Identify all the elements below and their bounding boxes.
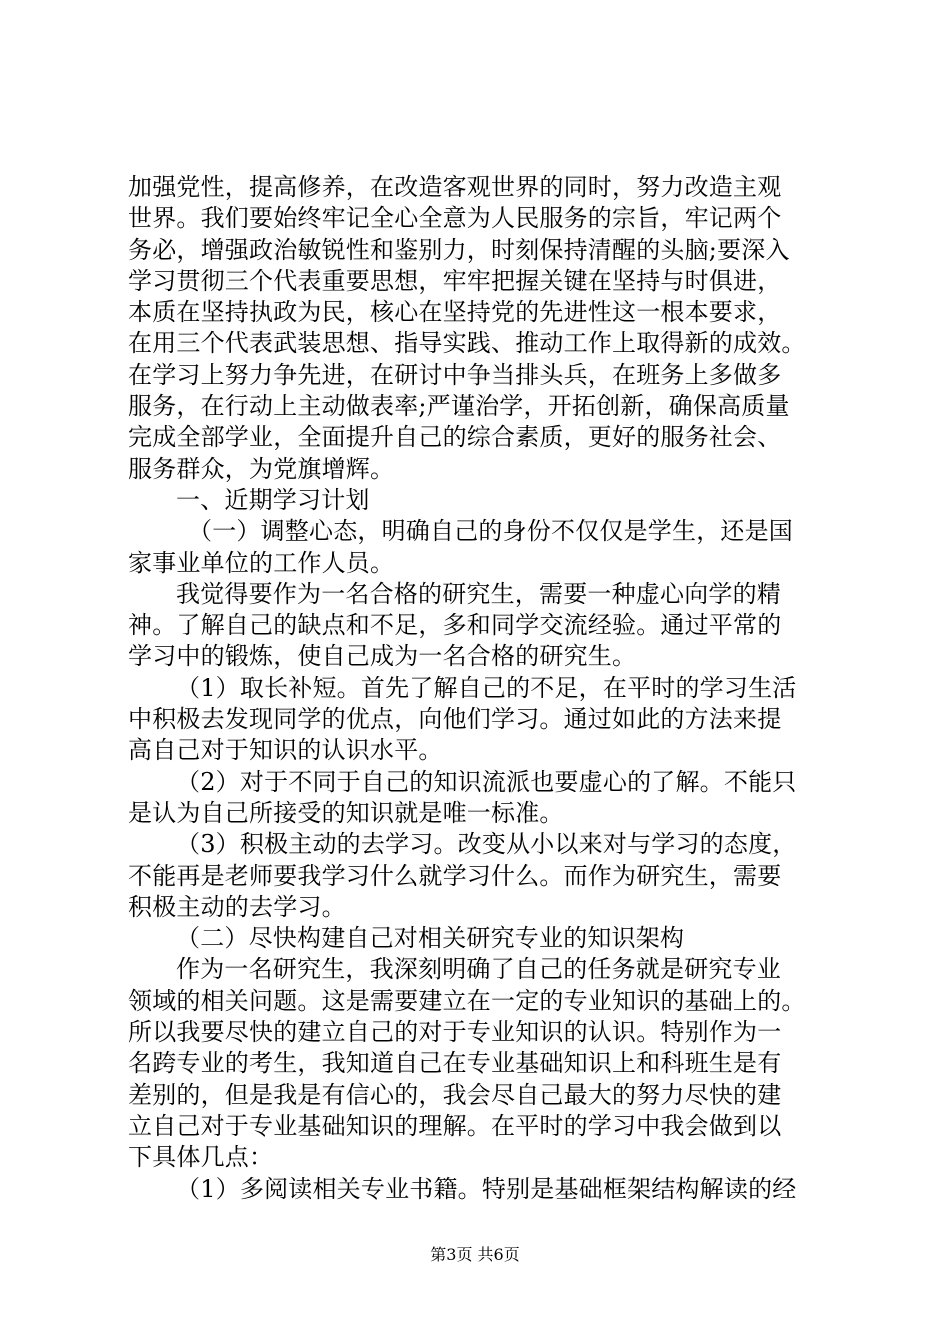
text-line-24: 积极主动的去学习。: [128, 892, 346, 921]
document-body: [128, 172, 840, 1205]
subsection-heading: （二）尽快构建自己对相关研究专业的知识架构: [176, 924, 685, 953]
text-line-21: 是认为自己所接受的知识就是唯一标准。: [128, 798, 564, 827]
subsection-heading: （一）调整心态，明确自己的身份不仅仅是学生，还是国: [188, 517, 793, 546]
section-heading: 一、近期学习计划: [176, 485, 370, 514]
list-item-start: （1）取长补短。首先了解自己的不足，在平时的学习生活: [176, 673, 797, 702]
text-line-27: 领域的相关问题。这是需要建立在一定的专业知识的基础上的。: [128, 986, 806, 1015]
text-line-15: 神。了解自己的缺点和不足，多和同学交流经验。通过平常的: [128, 611, 782, 640]
text-line-29: 名跨专业的考生，我知道自己在专业基础知识上和科班生是有: [128, 1049, 782, 1078]
text-line-7: 在学习上努力争先进，在研讨中争当排头兵，在班务上多做多: [128, 360, 782, 389]
paragraph-start: 作为一名研究生，我深刻明确了自己的任务就是研究专业: [176, 955, 781, 984]
text-line-8: 服务，在行动上主动做表率;严谨治学，开拓创新，确保高质量: [128, 392, 790, 421]
text-line-19: 高自己对于知识的认识水平。: [128, 736, 443, 765]
text-line-5: 本质在坚持执政为民，核心在坚持党的先进性这一根本要求，: [128, 298, 782, 327]
list-item-start: （3）积极主动的去学习。改变从小以来对与学习的态度，: [176, 830, 797, 859]
text-line-28: 所以我要尽快的建立自己的对于专业知识的认识。特别作为一: [128, 1018, 782, 1047]
text-line-9: 完成全部学业，全面提升自己的综合素质，更好的服务社会、: [128, 423, 782, 452]
paragraph-start: 我觉得要作为一名合格的研究生，需要一种虚心向学的精: [176, 579, 781, 608]
text-line-4: 学习贯彻三个代表重要思想，牢牢把握关键在坚持与时俱进，: [128, 266, 782, 295]
text-line-30: 差别的，但是我是有信心的，我会尽自己最大的努力尽快的建: [128, 1080, 782, 1109]
text-line-16: 学习中的锻炼，使自己成为一名合格的研究生。: [128, 642, 637, 671]
text-line-6: 在用三个代表武装思想、指导实践、推动工作上取得新的成效。: [128, 329, 806, 358]
text-line-31: 立自己对于专业基础知识的理解。在平时的学习中我会做到以: [128, 1111, 782, 1140]
list-item-start: （1）多阅读相关专业书籍。特别是基础框架结构解读的经: [176, 1174, 797, 1203]
page-footer: [0, 1244, 950, 1266]
text-line-18: 中积极去发现同学的优点，向他们学习。通过如此的方法来提: [128, 705, 782, 734]
list-item-start: （2）对于不同于自己的知识流派也要虚心的了解。不能只: [176, 767, 797, 796]
text-line-13: 家事业单位的工作人员。: [128, 548, 395, 577]
text-line-3: 务必，增强政治敏锐性和鉴别力，时刻保持清醒的头脑;要深入: [128, 235, 790, 264]
text-line-32: 下具体几点：: [128, 1143, 274, 1172]
text-line-2: 世界。我们要始终牢记全心全意为人民服务的宗旨，牢记两个: [128, 204, 782, 233]
page-number: 第3页 共6页: [430, 1245, 520, 1264]
text-line-1: 加强党性，提高修养，在改造客观世界的同时，努力改造主观: [128, 173, 782, 201]
text-line-10: 服务群众，为党旗增辉。: [128, 454, 395, 483]
text-line-23: 不能再是老师要我学习什么就学习什么。而作为研究生，需要: [128, 861, 782, 890]
